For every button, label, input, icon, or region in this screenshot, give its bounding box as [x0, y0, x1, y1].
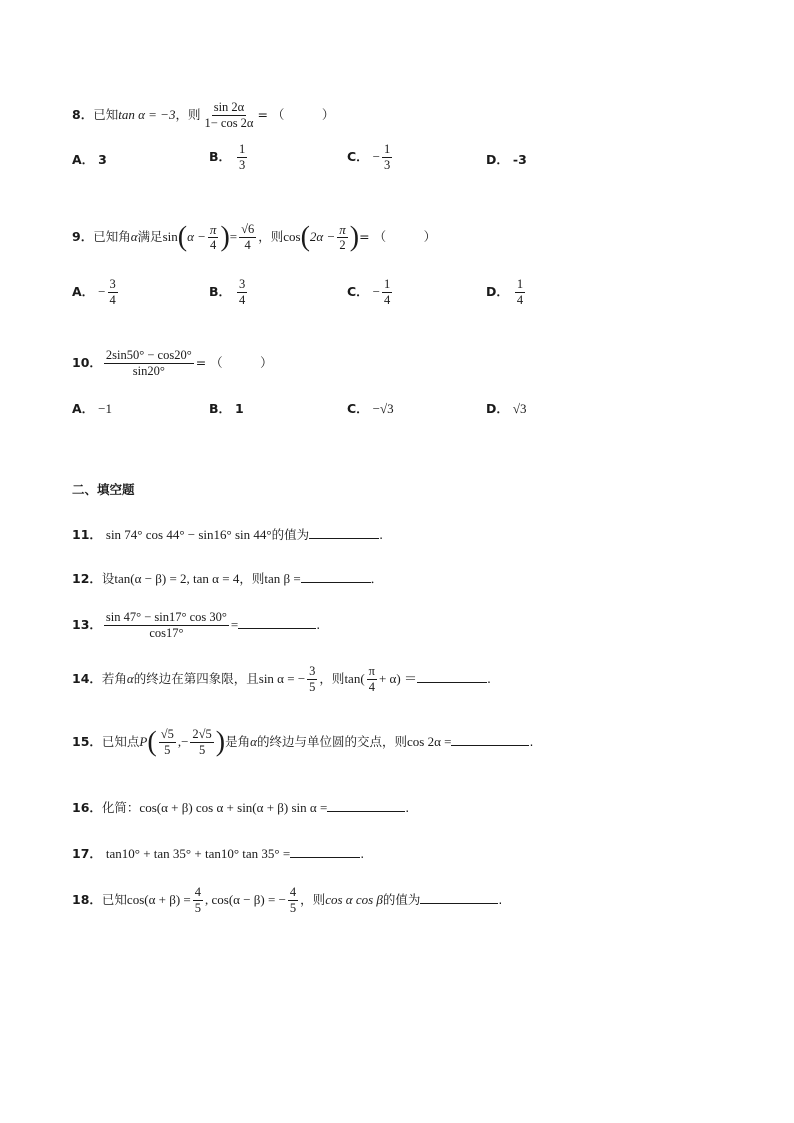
text-fragment: 已知	[101, 892, 127, 907]
text-fragment: , cos(α − β) = −	[205, 892, 286, 907]
text-fragment: = （ ）	[257, 107, 335, 122]
numerator: 2sin50° − cos20°	[105, 348, 192, 362]
text-fragment: 的值为	[271, 527, 310, 542]
fraction	[104, 610, 229, 641]
text-fragment: −	[98, 284, 106, 299]
fraction	[190, 727, 213, 758]
fraction	[208, 222, 219, 253]
numerator: sin 47° − sin17° cos 30°	[105, 610, 227, 624]
option-b	[209, 399, 244, 417]
question-11	[72, 525, 383, 543]
text-fragment: α	[250, 734, 257, 749]
question-14	[72, 664, 491, 695]
text-fragment: .	[379, 527, 384, 542]
denominator: sin20°	[132, 364, 165, 378]
denominator: 3	[384, 158, 391, 172]
fraction	[382, 142, 392, 173]
text-fragment: 2α −	[309, 229, 336, 244]
text-fragment: ，则	[258, 229, 284, 244]
question-number: 15．	[72, 734, 102, 749]
numerator: 3	[109, 277, 116, 291]
text-fragment: sin α = −	[258, 671, 306, 686]
parenthesis: (	[300, 221, 310, 253]
text-fragment: sin 74° cos 44° − sin16° sin 44°	[105, 527, 272, 542]
text-fragment: −1	[98, 401, 113, 416]
fraction	[367, 664, 377, 695]
text-fragment: cos(α + β) =	[126, 892, 191, 907]
text-fragment: ，则	[239, 571, 265, 586]
option-a	[72, 150, 107, 168]
option-text: B．	[209, 284, 232, 299]
text-fragment: tan β =	[264, 571, 301, 586]
option-text: 3	[98, 152, 107, 167]
text-fragment: ，则	[300, 892, 326, 907]
option-c	[347, 399, 394, 417]
option-text: A．	[72, 152, 95, 167]
numerator: sin 2α	[213, 100, 245, 114]
question-number: 11．	[72, 527, 102, 542]
fraction	[239, 222, 256, 253]
option-text: D．	[486, 284, 509, 299]
text-fragment: ，则	[319, 671, 345, 686]
text-fragment: .	[498, 892, 503, 907]
text-fragment: 的终边与单位圆的交点，则	[256, 734, 407, 749]
text-fragment: =	[230, 617, 239, 632]
text-fragment: 的值为	[382, 892, 421, 907]
numerator: π	[339, 222, 346, 237]
text-fragment: −	[372, 284, 381, 299]
option-text: 1	[235, 401, 244, 416]
text-fragment: α −	[187, 229, 206, 244]
question-10	[72, 348, 273, 379]
numerator: √6	[241, 222, 255, 236]
text-fragment: cos(α + β) cos α + sin(α + β) sin α =	[139, 800, 328, 815]
option-text: B．	[209, 149, 232, 164]
numerator: 4	[289, 885, 297, 899]
numerator: π	[368, 664, 375, 678]
option-text: D．	[486, 401, 509, 416]
question-number: 14．	[72, 671, 102, 686]
denominator: 1− cos 2α	[204, 116, 254, 130]
text-fragment: 已知点	[101, 734, 140, 749]
denominator: 5	[309, 680, 316, 694]
text-fragment: .	[405, 800, 410, 815]
text-fragment: .	[316, 617, 321, 632]
denominator: 4	[368, 680, 375, 694]
answer-blank	[327, 799, 405, 812]
fraction	[237, 142, 247, 173]
option-text: A．	[72, 401, 95, 416]
answer-blank	[290, 845, 360, 858]
text-fragment: cos α cos β	[325, 892, 383, 907]
denominator: 4	[244, 238, 251, 252]
numerator: 4	[194, 885, 201, 899]
option-d	[486, 277, 527, 308]
text-fragment: ．	[370, 571, 384, 586]
denominator: cos17°	[149, 626, 184, 640]
denominator: 4	[384, 293, 391, 307]
answer-blank	[301, 570, 371, 583]
option-a	[72, 277, 120, 308]
text-fragment: ,−	[177, 734, 189, 749]
option-text: -3	[512, 152, 527, 167]
denominator: 4	[210, 238, 217, 252]
option-text: B．	[209, 401, 232, 416]
option-b	[209, 142, 249, 173]
denominator: 5	[198, 743, 206, 757]
text-fragment: tan α = −3	[118, 107, 176, 122]
text-fragment: −√3	[372, 401, 394, 416]
denominator: 3	[239, 158, 246, 172]
text-fragment: tan10° + tan 35° + tan10° tan 35° =	[105, 846, 291, 861]
text-fragment: √3	[512, 401, 527, 416]
question-18	[72, 885, 502, 916]
text-fragment: =	[229, 229, 238, 244]
numerator: π	[209, 222, 217, 237]
option-a	[72, 399, 112, 417]
fraction	[193, 885, 203, 916]
text-fragment: 化简：	[101, 800, 140, 815]
denominator: 5	[164, 743, 171, 757]
numerator: 1	[239, 142, 246, 156]
question-8	[72, 100, 334, 131]
fraction	[515, 277, 525, 308]
parenthesis: (	[177, 221, 188, 253]
denominator: 2	[339, 238, 346, 252]
answer-blank	[417, 670, 487, 683]
question-number: 8．	[72, 107, 94, 122]
denominator: 4	[516, 293, 524, 307]
option-text: C．	[347, 284, 369, 299]
text-fragment: −	[372, 149, 381, 164]
option-text: A．	[72, 284, 95, 299]
fraction	[202, 100, 255, 131]
fraction	[288, 885, 298, 916]
parenthesis: )	[215, 726, 226, 758]
text-fragment: + α) ＝	[378, 671, 417, 686]
option-text: C．	[347, 401, 369, 416]
numerator: 2√5	[192, 727, 212, 741]
fraction	[337, 222, 348, 253]
denominator: 4	[239, 293, 246, 307]
question-number: 9．	[72, 229, 94, 244]
text-fragment: tan(	[344, 671, 365, 686]
text-fragment: 若角	[101, 671, 127, 686]
text-fragment: 满足	[137, 229, 163, 244]
text-fragment: cos 2α =	[406, 734, 452, 749]
option-d	[486, 150, 527, 168]
question-number: 18．	[72, 892, 102, 907]
fraction	[108, 277, 118, 308]
option-c	[347, 142, 394, 173]
text-fragment: 是角	[225, 734, 251, 749]
fraction	[307, 664, 317, 695]
denominator: 5	[289, 901, 297, 915]
section-heading: 二、填空题	[72, 482, 135, 497]
numerator: 1	[384, 142, 391, 156]
text-fragment: 的终边在第四象限，且	[133, 671, 259, 686]
denominator: 4	[109, 293, 116, 307]
question-number: 17．	[72, 846, 102, 861]
answer-blank	[420, 891, 498, 904]
fraction	[159, 727, 176, 758]
text-fragment: P	[139, 734, 148, 749]
question-13	[72, 610, 320, 641]
text-fragment: 已知	[93, 107, 119, 122]
parenthesis: (	[147, 726, 157, 758]
text-fragment: ，则	[175, 107, 201, 122]
text-fragment: tan(α − β) = 2, tan α = 4	[114, 571, 240, 586]
question-17	[72, 844, 364, 862]
text-fragment: α	[130, 229, 138, 244]
text-fragment: 已知角	[93, 229, 131, 244]
parenthesis: )	[349, 221, 360, 253]
text-fragment: α	[126, 671, 134, 686]
question-number: 10．	[72, 355, 102, 370]
option-d	[486, 399, 527, 417]
text-fragment: 设	[101, 571, 115, 586]
option-b	[209, 277, 249, 308]
text-fragment: .	[360, 846, 365, 861]
numerator: √5	[160, 727, 174, 741]
question-12	[72, 569, 383, 587]
numerator: 1	[516, 277, 524, 291]
text-fragment: = （ ）	[359, 229, 437, 244]
parenthesis: )	[220, 221, 230, 253]
fraction	[237, 277, 247, 308]
option-text: D．	[486, 152, 509, 167]
answer-blank	[309, 526, 379, 539]
option-text: C．	[347, 149, 369, 164]
numerator: 3	[309, 664, 316, 678]
text-fragment: = （ ）	[195, 355, 273, 370]
text-fragment: sin	[162, 229, 178, 244]
fraction	[104, 348, 194, 379]
question-number: 13．	[72, 617, 102, 632]
question-16	[72, 798, 409, 816]
question-9	[72, 222, 436, 253]
text-fragment: .	[486, 671, 491, 686]
numerator: 3	[239, 277, 246, 291]
option-c	[347, 277, 394, 308]
text-fragment: cos	[283, 229, 301, 244]
question-number: 16．	[72, 800, 102, 815]
fraction	[382, 277, 392, 308]
text-fragment: .	[529, 734, 534, 749]
answer-blank	[451, 733, 529, 746]
question-15	[72, 727, 533, 758]
denominator: 5	[194, 901, 201, 915]
numerator: 1	[384, 277, 391, 291]
answer-blank	[238, 616, 316, 629]
question-number: 12．	[72, 571, 102, 586]
